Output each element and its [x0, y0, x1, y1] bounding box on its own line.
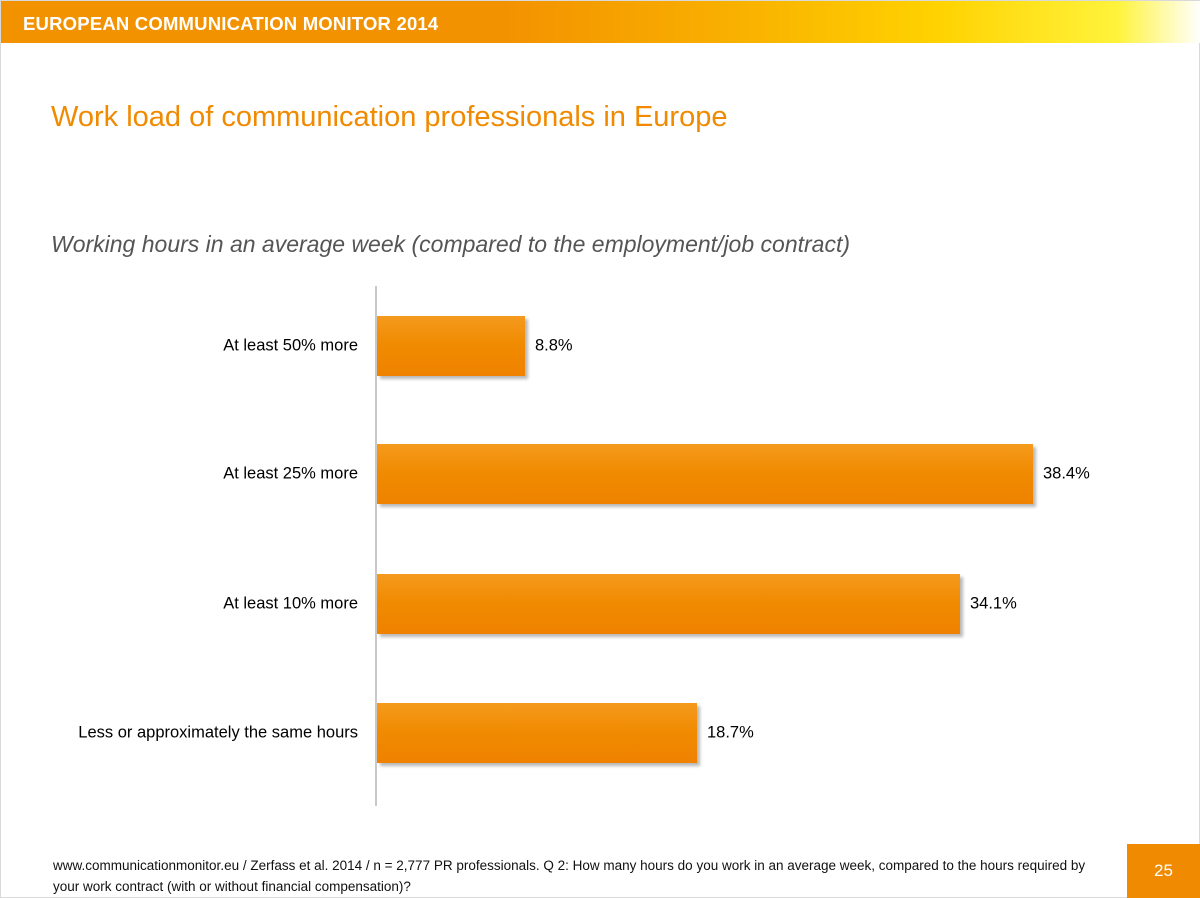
- chart-row: [1, 574, 1200, 634]
- bar-segment: [377, 316, 525, 376]
- bar-value-label: 38.4%: [1043, 464, 1090, 483]
- bar-category-label: At least 50% more: [223, 336, 358, 355]
- bar-category-label: At least 10% more: [223, 594, 358, 613]
- page-number: 25: [1154, 861, 1173, 880]
- source-note: www.communicationmonitor.eu / Zerfass et al. 2014 / n = 2,777 PR professionals. Q 2: How many hours do you work in an average week, compared to the hours required by your work contract (with or without financial compensation)?: [53, 858, 1086, 894]
- chart-subtitle: Working hours in an average week (compared to the employment/job contract): [51, 231, 851, 257]
- chart-row: [1, 316, 1200, 376]
- chart-row: [1, 444, 1200, 504]
- bar-segment: [377, 574, 960, 634]
- bar-segment: [377, 444, 1033, 504]
- header-bar: [1, 1, 1200, 43]
- page-number-box: [1127, 844, 1200, 898]
- chart-row: [1, 703, 1200, 763]
- header-title: EUROPEAN COMMUNICATION MONITOR 2014: [23, 13, 439, 34]
- bar-segment: [377, 703, 697, 763]
- bar-chart: [1, 286, 1200, 811]
- bar-category-label: Less or approximately the same hours: [78, 723, 358, 742]
- bar-category-label: At least 25% more: [223, 464, 358, 483]
- page-title: Work load of communication professionals in Europe: [51, 101, 728, 133]
- bar-value-label: 34.1%: [970, 594, 1017, 613]
- bar-value-label: 8.8%: [535, 336, 573, 355]
- bar-value-label: 18.7%: [707, 723, 754, 742]
